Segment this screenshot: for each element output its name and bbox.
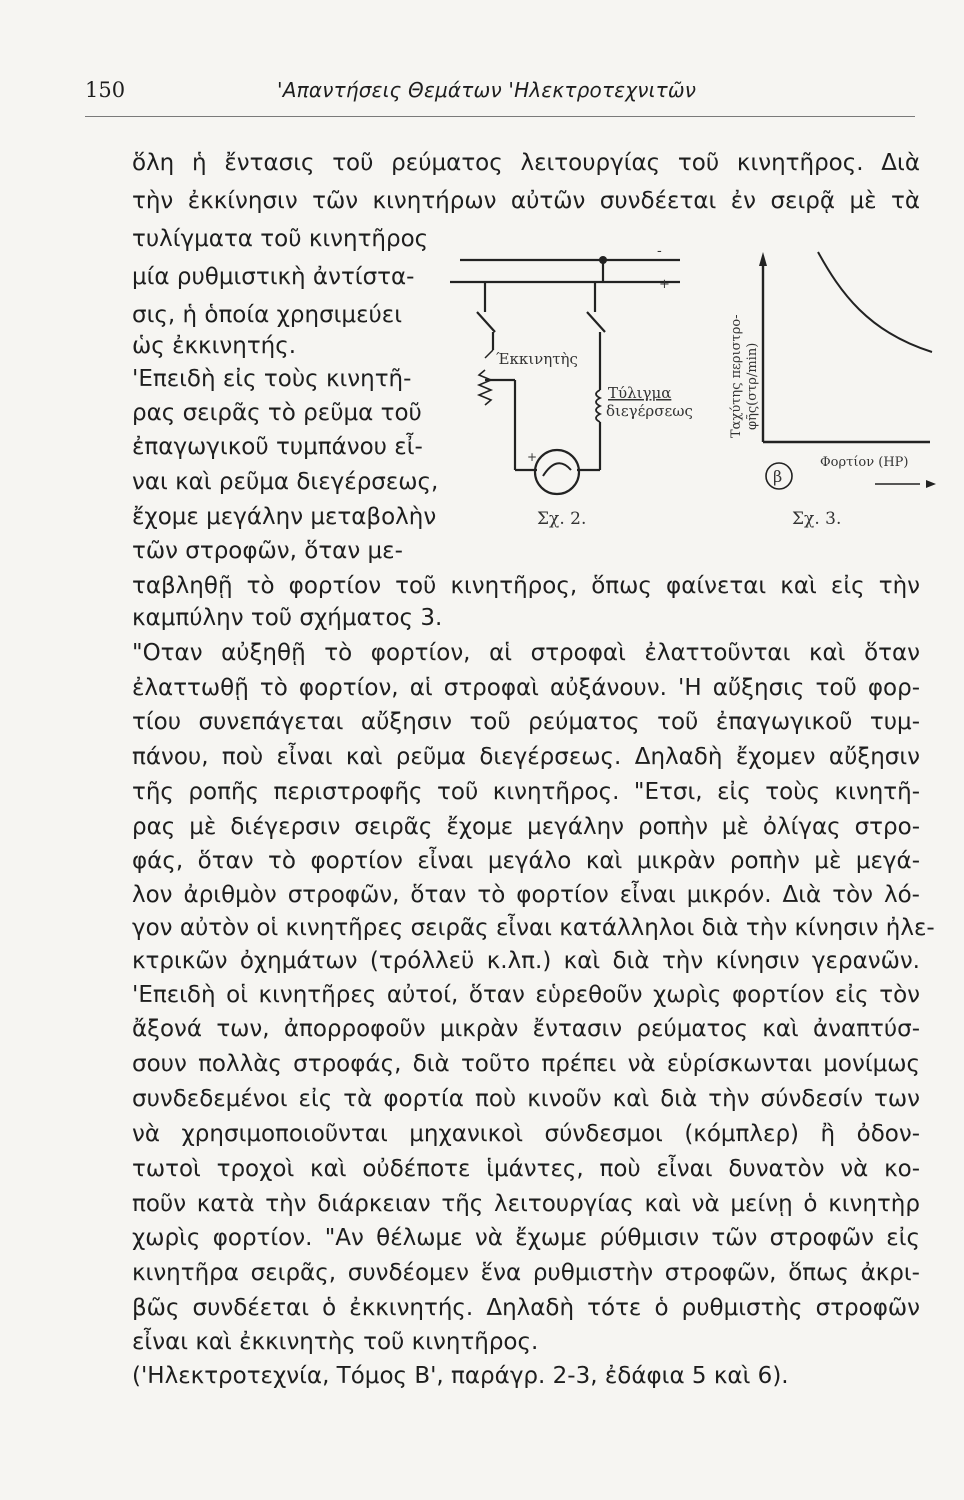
winding-label-1: Τύλιγμα [608,384,672,402]
text-line: τὴν ἐκκίνησιν τῶν κινητήρων αὐτῶν συνδέεται ἐν σειρᾷ μὲ τὰ [132,188,920,214]
text-line: κτρικῶν ὀχημάτων (τρόλλεϋ κ.λπ.) καὶ διὰ τὴν κίνησιν γερανῶν. [132,948,920,974]
text-line: ὡς ἐκκινητής. [132,333,297,359]
winding-label-2: διεγέρσεως [606,402,693,420]
plus-sign: + [659,277,670,292]
header-rule [85,116,915,117]
minus-sign: - [657,243,662,259]
text-line: πάνου, ποὺ εἶναι καὶ ρεῦμα διεγέρσεως. Δηλαδὴ ἔχομεν αὔξησιν [132,744,920,770]
text-line: ἔχομε μεγάλην μεταβολὴν [132,504,437,530]
text-line: καμπύλην τοῦ σχήματος 3. [132,605,443,631]
x-axis-label: Φορτίον (HP) [820,455,909,470]
text-line: ἐπαγωγικοῦ τυμπάνου εἶ- [132,434,423,460]
curve-label: β [773,467,783,486]
figure-3-caption: Σχ. 3. [792,509,842,529]
figure-2-circuit-diagram [445,240,715,540]
starter-resistor [479,370,491,405]
text-line: "Οταν αὐξηθῇ τὸ φορτίον, αἱ στροφαὶ ἐλαττοῦνται καὶ ὅταν [132,640,920,666]
y-axis-label-1: Ταχύτης περιστρο- [729,314,744,438]
text-line: σις, ἡ ὁποία χρησιμεύει [132,302,403,328]
text-line: εἶναι καὶ ἐκκινητὴς τοῦ κινητῆρος. [132,1329,539,1355]
text-line: φάς, ὅταν τὸ φορτίον εἶναι μεγάλο καὶ μικρὰν ροπὴν μὲ μεγά- [132,848,920,874]
starter-label: Έκκινητὴς [496,350,578,368]
switch-left [477,312,495,332]
armature-arrow [543,463,571,476]
figure-2-caption: Σχ. 2. [537,509,587,529]
switch-right [587,312,605,332]
text-line: κινητῆρα σειρᾶς, συνδέομεν ἕνα ρυθμιστὴν στροφῶν, ὅπως ἀκρι- [132,1260,920,1286]
y-arrow-head [759,252,767,266]
armature-circle [535,450,579,494]
y-axis-label-2: φῆς(στρ/min) [745,342,760,430]
text-line: τῶν στροφῶν, ὅταν με- [132,538,403,564]
text-line: γον αὐτὸν οἱ κινητῆρες σειρᾶς εἶναι κατάλληλοι διὰ τὴν κίνησιν ἠλε- [132,915,935,941]
text-line: τίου συνεπάγεται αὔξησιν τοῦ ρεύματος τοῦ ἐπαγωγικοῦ τυμ- [132,709,920,735]
text-line: 'Επειδὴ εἰς τοὺς κινητῆ- [132,366,412,392]
text-line: μία ρυθμιστικὴ ἀντίστα- [132,264,415,290]
x-arrow-head [926,480,936,488]
text-line: 'Επειδὴ οἱ κινητῆρες αὐτοί, ὅταν εὑρεθοῦν χωρὶς φορτίον εἰς τὸν [132,982,920,1008]
speed-curve [818,252,932,352]
text-line: ρας μὲ διέγερσιν σειρᾶς ἔχομε μεγάλην ροπὴν μὲ ὀλίγας στρο- [132,814,920,840]
text-line: ναι καὶ ρεῦμα διεγέρσεως, [132,469,439,495]
text-line: τῆς ροπῆς περιστροφῆς τοῦ κινητῆρος. "Ετσι, εἰς τοὺς κινητῆ- [132,779,920,805]
text-line: χωρὶς φορτίον. "Αν θέλωμε νὰ ἔχωμε ρύθμισιν τῶν στροφῶν εἰς [132,1225,920,1251]
text-line: τωτοὶ τροχοὶ καὶ οὐδέποτε ἱμάντες, ποὺ εἶναι δυνατὸν νὰ κο- [132,1156,920,1182]
text-line: ὅλη ἡ ἔντασις τοῦ ρεύματος λειτουργίας τοῦ κινητῆρος. Διὰ [132,150,920,176]
text-line: σουν πολλὰς στροφάς, διὰ τοῦτο πρέπει νὰ εὑρίσκωνται μονίμως [132,1051,920,1077]
page-number: 150 [85,78,126,102]
text-line: συνδεδεμένοι εἰς τὰ φορτία ποὺ κινοῦν καὶ διὰ τὴν σύνδεσίν των [132,1086,920,1112]
text-line: ἐλαττωθῇ τὸ φορτίον, αἱ στροφαὶ αὐξάνουν. 'Η αὔξησις τοῦ φορ- [132,675,920,701]
junction-dot [599,256,607,264]
text-line: τυλίγματα τοῦ κινητῆρος [132,226,429,252]
starter-slider [485,350,493,358]
text-line: ἄξονά των, ἀπορροφοῦν μικρὰν ἔντασιν ρεύματος καὶ ἀναπτύσ- [132,1016,920,1042]
field-winding [596,390,600,422]
text-line: ('Ηλεκτροτεχνία, Τόμος Β', παράγρ. 2-3, ἐδάφια 5 καὶ 6). [132,1363,789,1389]
text-line: λον ἀριθμὸν στροφῶν, ὅταν τὸ φορτίον εἶναι μικρόν. Διὰ τὸν λό- [132,882,920,908]
figure-3-speed-load-curve [720,240,940,540]
text-line: ρας σειρᾶς τὸ ρεῦμα τοῦ [132,400,422,426]
page-header [85,78,904,118]
text-line: νὰ χρησιμοποιοῦνται μηχανικοὶ σύνδεσμοι (κόμπλερ) ἢ ὀδον- [132,1121,920,1147]
armature-plus-sign: + [527,450,538,464]
running-title: 'Απαντήσεις Θεμάτων 'Ηλεκτροτεχνιτῶν [277,78,697,102]
text-line: ποῦν κατὰ τὴν διάρκειαν τῆς λειτουργίας καὶ νὰ μείνῃ ὁ κινητὴρ [132,1191,920,1217]
text-line: βῶς συνδέεται ὁ ἐκκινητής. Δηλαδὴ τότε ὁ ρυθμιστὴς στροφῶν [132,1295,920,1321]
text-line: ταβληθῇ τὸ φορτίον τοῦ κινητῆρος, ὅπως φαίνεται καὶ εἰς τὴν [132,573,920,599]
